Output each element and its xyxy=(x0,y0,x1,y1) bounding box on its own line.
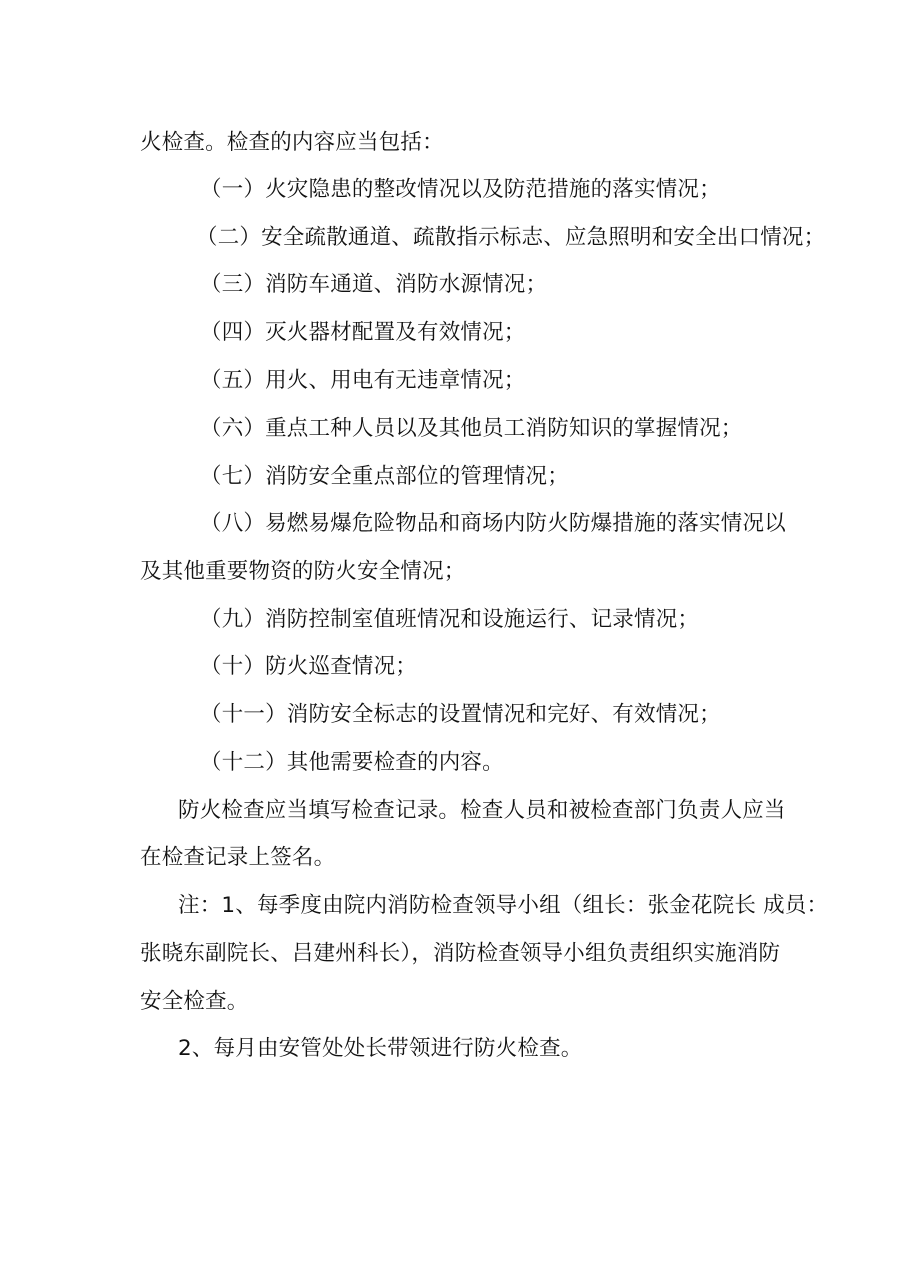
list-item-7: （七）消防安全重点部位的管理情况； xyxy=(200,464,569,489)
note-1-line-2: 张晓东副院长、吕建州科长），消防检查领导小组负责组织实施消防 xyxy=(140,941,781,966)
list-item-8-continuation: 及其他重要物资的防火安全情况； xyxy=(140,559,466,584)
list-item-2: （二）安全疏散通道、疏散指示标志、应急照明和安全出口情况； xyxy=(196,225,826,250)
note-1-line-3: 安全检查。 xyxy=(140,989,249,1014)
record-paragraph-line-2: 在检查记录上签名。 xyxy=(140,845,336,870)
note-1-line-1: 注：1、每季度由院内消防检查领导小组（组长：张金花院长 成员： xyxy=(178,893,829,918)
list-item-3: （三）消防车通道、消防水源情况； xyxy=(200,272,548,297)
list-item-10: （十）防火巡查情况； xyxy=(200,654,418,679)
list-item-4: （四）灭火器材配置及有效情况； xyxy=(200,320,526,345)
list-item-1: （一）火灾隐患的整改情况以及防范措施的落实情况； xyxy=(200,177,721,202)
list-item-12: （十二）其他需要检查的内容。 xyxy=(200,750,504,775)
list-item-5: （五）用火、用电有无违章情况； xyxy=(200,368,526,393)
list-item-9: （九）消防控制室值班情况和设施运行、记录情况； xyxy=(200,607,700,632)
intro-line: 火检查。检查的内容应当包括： xyxy=(140,130,444,155)
note-2: 2、每月由安管处处长带领进行防火检查。 xyxy=(178,1036,583,1061)
list-item-11: （十一）消防安全标志的设置情况和完好、有效情况； xyxy=(200,702,721,727)
list-item-8: （八）易燃易爆危险物品和商场内防火防爆措施的落实情况以 xyxy=(200,511,786,536)
list-item-6: （六）重点工种人员以及其他员工消防知识的掌握情况； xyxy=(200,416,743,441)
record-paragraph-line-1: 防火检查应当填写检查记录。检查人员和被检查部门负责人应当 xyxy=(178,798,786,823)
